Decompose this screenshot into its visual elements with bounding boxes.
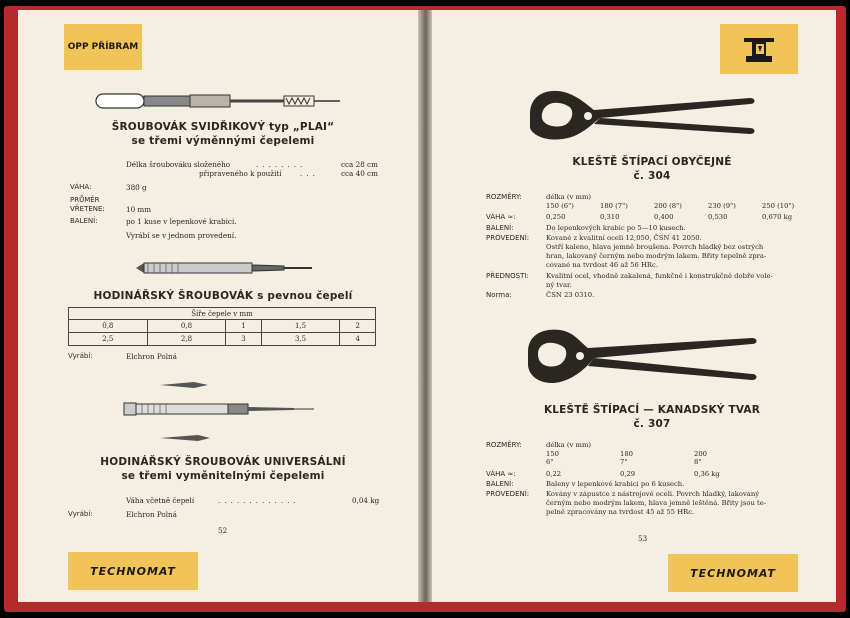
right-product2-number: č. 307: [633, 418, 671, 430]
product2-title: HODINÁŘSKÝ ŠROUBOVÁK s pevnou čepelí: [93, 290, 353, 302]
right-product1-number: č. 304: [633, 170, 671, 182]
opp-pribram-label: [64, 24, 142, 70]
packing-val-r1: Do lepenkových krabic po 5—10 kusech.: [546, 224, 686, 232]
table-cell: 2: [340, 320, 376, 333]
design-label-r1: PROVEDENÍ:: [486, 234, 530, 242]
page-number-left: 52: [218, 526, 228, 535]
dim-value: 250 (10"): [762, 202, 795, 210]
weight-value: 0,670 kg: [762, 213, 793, 221]
packing-label: BALENÍ:: [70, 217, 98, 225]
design-line: hran, lakovaný černým nebo modrým lakem. Břity tepelně zpra-: [546, 252, 767, 260]
dims-label-2: ROZMĚRY:: [486, 441, 522, 449]
design-line: cované na tvrdost 46 až 56 HRc.: [546, 261, 659, 269]
weight-value: 0,29: [620, 470, 636, 478]
design-line: černým nebo modrým lakem, hlava jemně leštěná. Břity jsou te-: [546, 499, 767, 507]
anvil-logo-icon: [740, 32, 778, 66]
book-gutter: [418, 10, 432, 602]
drill-screwdriver-illustration: [94, 90, 344, 112]
maker-val-2: Elchron Polná: [126, 510, 177, 519]
design-line: pelně zpracovány na tvrdost 45 až 55 HRc.: [546, 508, 695, 516]
weight-label-r2: VÁHA ≈:: [486, 470, 516, 478]
norm-val: ČSN 23 0310.: [546, 291, 595, 299]
packing-val: po 1 kuse v lepenkové krabici.: [126, 217, 237, 226]
blade-width-table: [68, 307, 376, 346]
dims-unit-1: délka (v mm): [546, 193, 592, 201]
length-val-1: cca 28 cm: [341, 160, 378, 169]
weight-label-r1: VÁHA ≈:: [486, 213, 516, 221]
length-dots-1: ........: [256, 160, 307, 169]
maker-label-1: Vyrábí:: [68, 352, 93, 360]
footer-label-text: TECHNOMAT: [690, 566, 776, 580]
dim-value: 180: [620, 450, 633, 458]
weight-val-3: 0,04 kg: [352, 496, 380, 505]
table-cell: 3,5: [261, 333, 340, 346]
weight-value: 0,250: [546, 213, 566, 221]
dim-value: 200: [694, 450, 707, 458]
packing-label-r2: BALENÍ:: [486, 480, 514, 488]
weight-label: VÁHA:: [70, 183, 92, 191]
weight-value: 0,22: [546, 470, 562, 478]
design-line: Ostří kaleno, hlava jemně broušena. Povrch hladký bez ostrých: [546, 243, 764, 251]
dim-value: 180 (7"): [600, 202, 628, 210]
dim-value: 150: [546, 450, 559, 458]
table-cell: 1: [226, 320, 261, 333]
weight-value: 0,310: [600, 213, 620, 221]
right-product1-title: KLEŠTĚ ŠTÍPACÍ OBYČEJNÉ: [572, 156, 732, 168]
advantages-label: PŘEDNOSTI:: [486, 272, 529, 280]
technomat-label-right: [668, 554, 798, 592]
dim-inch: 7": [620, 458, 628, 466]
maker-label-2: Vyrábí:: [68, 510, 93, 518]
diameter-val: 10 mm: [126, 205, 152, 214]
dim-value: 150 (6"): [546, 202, 574, 210]
design-line: Kované z kvalitní oceli 12,050, ČSN 41 2050.: [546, 234, 702, 242]
left-page: [18, 10, 418, 602]
weight-value: 0,36 kg: [694, 470, 720, 478]
product3-subtitle: se třemi vyměnitelnými čepelemi: [121, 470, 325, 482]
product1-title: ŠROUBOVÁK SVIDŘIKOVÝ typ „PLAI“: [111, 121, 335, 133]
cutting-pliers-illustration: [524, 84, 764, 154]
product3-title: HODINÁŘSKÝ ŠROUBOVÁK UNIVERSÁLNÍ: [100, 456, 346, 468]
dim-value: 230 (9"): [708, 202, 736, 210]
maker-val-1: Elchron Polná: [126, 352, 177, 361]
watch-screwdriver-illustration: [134, 260, 314, 276]
table-row: [69, 320, 376, 333]
dims-label-1: ROZMĚRY:: [486, 193, 522, 201]
table-header: Šíře čepele v mm: [69, 308, 376, 320]
weight-val: 380 g: [126, 183, 147, 192]
diameter-label-2: VŘETENE:: [70, 205, 105, 213]
table-cell: 0,8: [147, 320, 226, 333]
canadian-pliers-illustration: [524, 320, 764, 400]
length-label: Délka šroubováku složeného: [126, 160, 231, 169]
universal-screwdriver-illustration: [118, 380, 318, 450]
weight-value: 0,530: [708, 213, 728, 221]
design-label-r2: PROVEDENÍ:: [486, 490, 530, 498]
length-val-2: cca 40 cm: [341, 169, 378, 178]
product1-subtitle: se třemi výměnnými čepelemi: [131, 135, 315, 147]
weight-dots-3: .............: [218, 496, 300, 505]
right-page: [432, 10, 836, 602]
weight-value: 0,400: [654, 213, 674, 221]
packing-val-r2: Baleny v lepenkové krabici po 6 kusech.: [546, 480, 685, 488]
length-label-2: připraveného k použití: [199, 169, 282, 178]
table-row: [69, 333, 376, 346]
table-cell: 2,8: [147, 333, 226, 346]
anvil-logo-box: [720, 24, 798, 74]
table-cell: 0,8: [69, 320, 148, 333]
diameter-label-1: PRŮMĚR: [70, 196, 100, 204]
header-label-text: OPP PŘÍBRAM: [67, 42, 139, 52]
technomat-label-left: [68, 552, 198, 590]
table-cell: 2,5: [69, 333, 148, 346]
dim-inch: 8": [694, 458, 702, 466]
table-cell: 4: [340, 333, 376, 346]
weight-label-3: Váha včetně čepelí: [126, 496, 195, 505]
footer-label-text: TECHNOMAT: [90, 564, 176, 578]
right-product2-title: KLEŠTĚ ŠTÍPACÍ — KANADSKÝ TVAR: [543, 404, 761, 416]
table-cell: 1,5: [261, 320, 340, 333]
advantages-line: Kvalitní ocel, vhodně zakalená, funkčně i konstrukčně dobře vole-: [546, 272, 773, 280]
production-note: Vyrábí se v jednom provedení.: [126, 231, 237, 240]
advantages-line: ný tvar.: [546, 281, 572, 289]
packing-label-r1: BALENÍ:: [486, 224, 514, 232]
dim-inch: 6": [546, 458, 554, 466]
page-number-right: 53: [638, 534, 648, 543]
length-dots-2: ...: [300, 169, 319, 178]
dim-value: 200 (8"): [654, 202, 682, 210]
dims-unit-2: délka (v mm): [546, 441, 592, 449]
table-cell: 3: [226, 333, 261, 346]
norm-label: Norma:: [486, 291, 512, 299]
design-line: Kovány v zápustce z nástrojové oceli. Povrch hladký, lakovaný: [546, 490, 760, 498]
